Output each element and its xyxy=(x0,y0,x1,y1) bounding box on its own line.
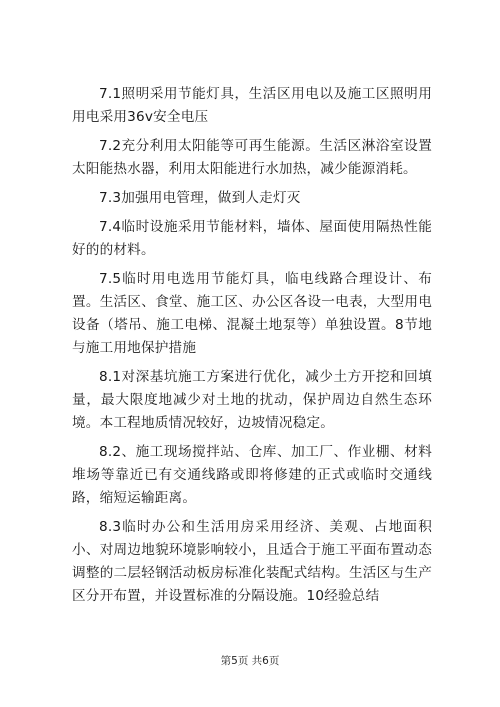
paragraph-7-5: 7.5临时用电选用节能灯具，临电线路合理设计、布置。生活区、食堂、施工区、办公区各设一电表，大型用电设备（塔吊、施工电梯、混凝土地泵等）单独设置。8节地与施工用地保护措施 xyxy=(72,271,432,356)
paragraph-7-1: 7.1照明采用节能灯具，生活区用电以及施工区照明用用电采用36v安全电压 xyxy=(72,86,432,125)
paragraph-7-2: 7.2充分利用太阳能等可再生能源。生活区淋浴室设置太阳能热水器，利用太阳能进行水加热，减少能源消耗。 xyxy=(72,138,432,177)
paragraph-8-1: 8.1对深基坑施工方案进行优化，减少土方开挖和回填量，最大限度地减少对土地的扰动，保护周边自然生态环境。本工程地质情况较好，边坡情况稳定。 xyxy=(72,369,432,431)
paragraph-8-2: 8.2、施工现场搅拌站、仓库、加工厂、作业棚、材料堆场等靠近已有交通线路或即将修建的正式或临时交通线路，缩短运输距离。 xyxy=(72,444,432,506)
paragraph-7-4: 7.4临时设施采用节能材料，墙体、屋面使用隔热性能好的的材料。 xyxy=(72,219,432,258)
page-footer: 第5页 共6页 xyxy=(220,655,280,667)
document-body xyxy=(72,83,432,614)
paragraph-7-3: 7.3加强用电管理，做到人走灯灭 xyxy=(99,190,301,206)
paragraph-8-3: 8.3临时办公和生活用房采用经济、美观、占地面积小、对周边地貌环境影响较小，且适合于施工平面布置动态调整的二层轻钢活动板房标准化装配式结构。生活区与生产区分开布置，并设置标准的分隔设施。10经验总结 xyxy=(72,519,432,604)
